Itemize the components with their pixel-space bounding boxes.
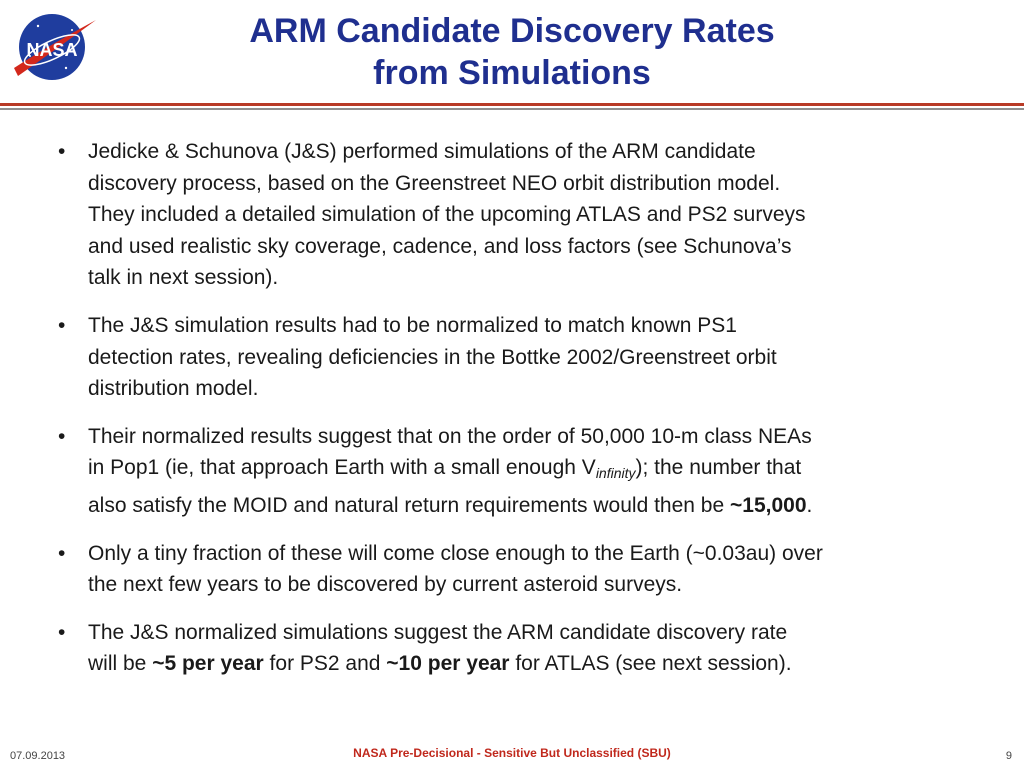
bullet-text-part: ); the number that also satisfy the MOID and natural return requirements would then be [88,456,802,517]
title-line-1: ARM Candidate Discovery Rates [249,12,775,50]
footer-date: 07.09.2013 [10,750,66,762]
footer-classification: NASA Pre-Decisional - Sensitive But Unclassified (SBU) [353,746,671,760]
bullet-list [54,136,994,696]
header-rule-grey [0,108,1024,110]
bullet-text-part: Their normalized results suggest that on the order of 50,000 10-m class NEAs in Pop1 (ie, that approach Earth with a small enough V [88,424,812,480]
bullet-item [54,617,994,680]
bullet-text: Jedicke & Schunova (J&S) performed simulations of the ARM candidate discovery process, based on the Greenstreet NEO orbit distribution model. They included a detailed simulation of the upcoming ATLAS and PS2 surveys and used realistic sky coverage, cadence, and loss factors (see Schunova’s talk in next session). [88,140,806,290]
bullet-text-part: . [806,493,813,517]
bullet-dot-icon: • [58,424,66,448]
bullet-dot-icon: • [58,620,66,644]
logo-wordmark: NASA [26,40,78,60]
bullet-item [54,421,994,522]
bullet-text: The J&S simulation results had to be normalized to match known PS1 detection rates, revealing deficiencies in the Bottke 2002/Greenstreet orbit distribution model. [88,313,777,401]
nasa-logo [8,6,100,88]
bullet-text-part: for ATLAS (see next session). [509,652,792,676]
page-number: 9 [1005,750,1012,762]
bullet-item [54,310,994,405]
title-line-2: from Simulations [373,54,651,92]
bullet-item [54,136,994,294]
header-rule-red [0,103,1024,106]
bullet-dot-icon: • [58,313,66,337]
bullet-text-part: The J&S normalized simulations suggest the ARM candidate discovery rate will be [88,620,788,676]
bold-value: ~15,000 [730,493,807,517]
bullet-dot-icon: • [58,541,66,565]
bullet-text-part: for PS2 and [263,652,387,676]
bullet-text: Only a tiny fraction of these will come close enough to the Earth (~0.03au) over the next few years to be discovered by current asteroid surveys. [88,541,823,597]
bullet-dot-icon: • [58,140,66,163]
subscript-infinity: infinity [595,465,636,482]
page-title [150,10,874,94]
bullet-text [88,621,792,676]
bold-value: ~10 per year [386,652,510,676]
bold-value: ~5 per year [152,652,264,676]
bullet-text [88,425,812,517]
bullet-item [54,538,994,601]
